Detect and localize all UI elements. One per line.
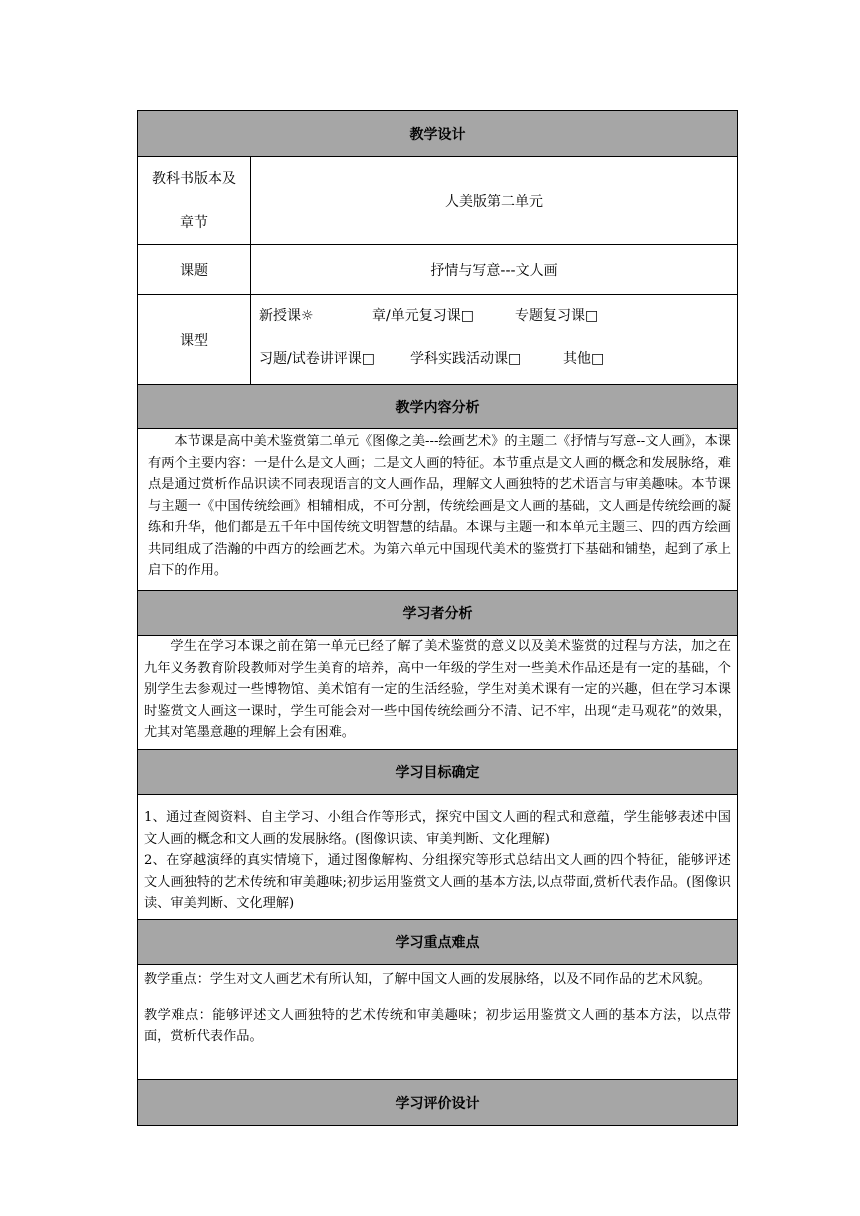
option-unit-review[interactable]: 章/单元复习课□ (372, 308, 474, 324)
row-content-analysis (138, 429, 737, 591)
teaching-focus: 教学重点：学生对文人画艺术有所认知，了解中国文人画的发展脉络，以及不同作品的艺术风貌。 (144, 972, 712, 987)
option-topic-review[interactable]: 专题复习课□ (515, 308, 599, 324)
topic-value: 抒情与写意---文人画 (430, 262, 558, 279)
lesson-type-label: 课型 (138, 295, 251, 384)
row-topic (138, 245, 737, 295)
topic-label: 课题 (138, 245, 251, 294)
lesson-design-table (137, 110, 738, 1126)
row-objectives (138, 795, 737, 920)
option-exercise-review[interactable]: 习题/试卷讲评课□ (259, 351, 375, 367)
content-analysis-text: 本节课是高中美术鉴赏第二单元《图像之美---绘画艺术》的主题二《抒情与写意--文人画》，本课有两个主要内容：一是什么是文人画；二是文人画的特征。本节重点是文人画的概念和发展脉络，难点是通过赏析作品识读不同表现语言的文人画作品，理解文人画独特的艺术语言与审美趣味。本节课与主题一《中国传统绘画》相辅相成，不可分割，传统绘画是文人画的基础，文人画是传统绘画的凝练和升华，他们都是五千年中国传统文明智慧的结晶。本课与主题一和本单元主题三、四的西方绘画共同组成了浩瀚的中西方的绘画艺术。为第六单元中国现代美术的鉴赏打下基础和铺垫，起到了承上启下的作用。 (148, 434, 731, 578)
teaching-difficulty: 教学难点：能够评述文人画独特的艺术传统和审美趣味；初步运用鉴赏文人画的基本方法，以点带面，赏析代表作品。 (144, 1007, 731, 1044)
section-title: 教学设计 (409, 126, 466, 143)
section-header-key-points (138, 920, 737, 965)
textbook-label-line1: 教科书版本及 (152, 170, 236, 187)
row-key-points (138, 965, 737, 1080)
section-title: 教学内容分析 (395, 399, 480, 416)
section-header-objectives (138, 750, 737, 795)
option-practice-activity[interactable]: 学科实践活动课□ (410, 351, 522, 367)
section-header-content (138, 385, 737, 429)
section-header-evaluation (138, 1080, 737, 1125)
section-header-learner (138, 591, 737, 636)
spacer (144, 991, 731, 1005)
lesson-type-options (251, 295, 737, 384)
objectives-list (138, 795, 737, 919)
section-title: 学习者分析 (402, 606, 473, 622)
row-textbook (138, 157, 737, 245)
textbook-label-line2: 章节 (180, 214, 208, 231)
option-new-lesson[interactable]: 新授课☼ (259, 308, 314, 324)
objective-item-2: 2、在穿越演绎的真实情境下，通过图像解构、分组探究等形式总结出文人画的四个特征，能够评述文人画独特的艺术传统和审美趣味;初步运用鉴赏文人画的基本方法,以点带面,赏析代表作品。(图像识读、审美判断、文化理解) (144, 853, 731, 911)
row-lesson-type (138, 295, 737, 385)
option-other[interactable]: 其他□ (563, 351, 605, 367)
textbook-value: 人美版第二单元 (445, 193, 543, 210)
section-title: 学习重点难点 (395, 935, 480, 951)
section-title: 学习评价设计 (395, 1095, 480, 1112)
section-title: 学习目标确定 (395, 765, 480, 781)
section-header-design (138, 111, 737, 157)
objective-item-1: 1、通过查阅资料、自主学习、小组合作等形式，探究中国文人画的程式和意蕴，学生能够表述中国文人画的概念和文人画的发展脉络。(图像识读、审美判断、文化理解) (144, 810, 731, 847)
learner-analysis-text: 学生在学习本课之前在第一单元已经了解了美术鉴赏的意义以及美术鉴赏的过程与方法，加之在九年义务教育阶段教师对学生美育的培养，高中一年级的学生对一些美术作品还是有一定的基础，个别学生去参观过一些博物馆、美术馆有一定的生活经验，学生对美术课有一定的兴趣，但在学习本课时鉴赏文人画这一课时，学生可能会对一些中国传统绘画分不清、记不牢，出现“走马观花”的效果，尤其对笔墨意趣的理解上会有困难。 (144, 639, 731, 740)
row-learner-analysis (138, 636, 737, 750)
textbook-label (138, 157, 251, 244)
key-points-text (138, 965, 737, 1079)
